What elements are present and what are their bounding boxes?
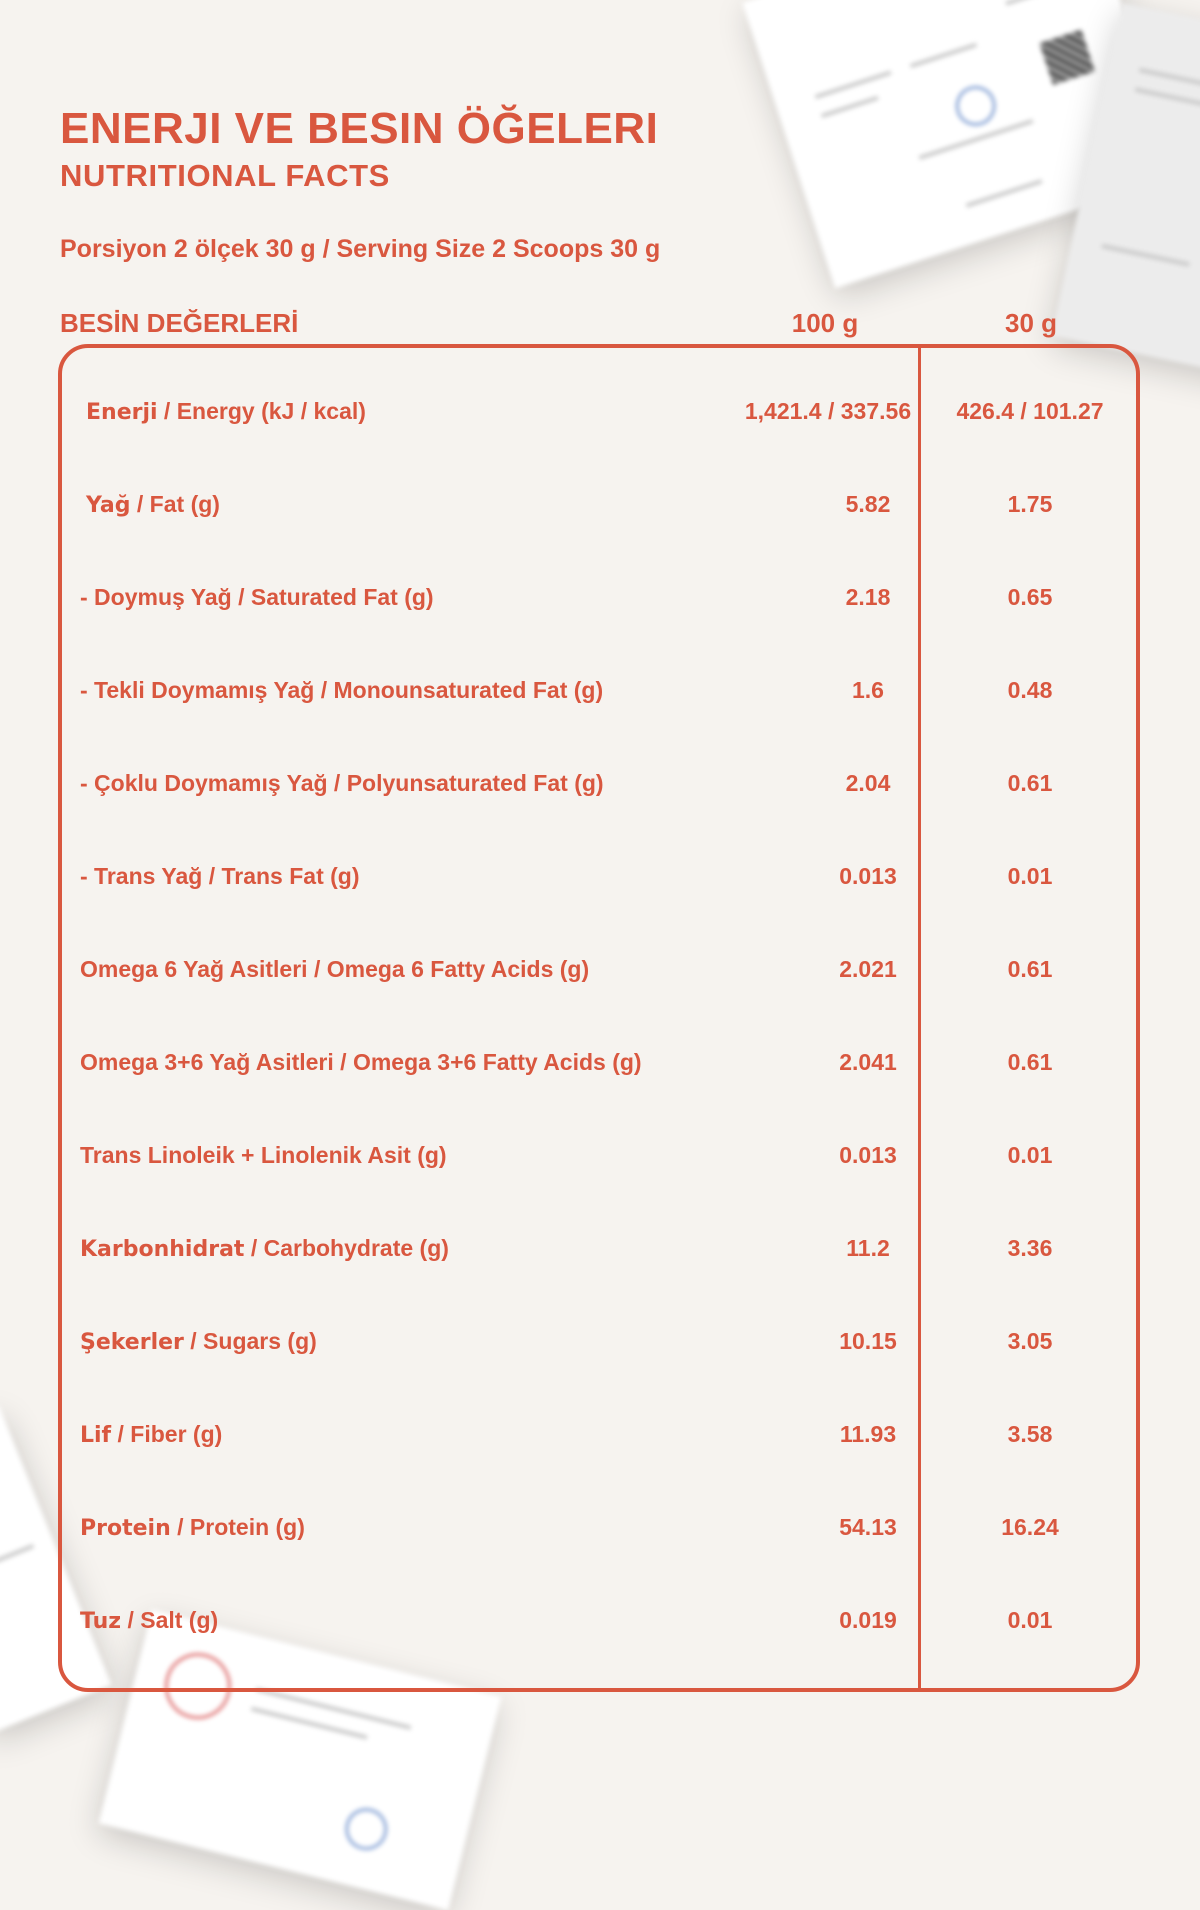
table-row	[58, 1481, 1140, 1574]
table-row	[58, 1202, 1140, 1295]
value-100g: 2.04	[845, 770, 891, 796]
table-row	[58, 1295, 1140, 1388]
column-header-30g: 30 g	[1004, 308, 1058, 338]
value-30g: 0.61	[1007, 1049, 1053, 1075]
table-row	[58, 458, 1140, 551]
row-label: Omega 3+6 Yağ Asitleri / Omega 3+6 Fatty Acids (g)	[80, 1049, 642, 1075]
value-30g: 426.4 / 101.27	[956, 398, 1104, 424]
row-label: Lif / Fiber (g)	[80, 1421, 223, 1448]
table-row	[58, 1388, 1140, 1481]
table-row	[58, 923, 1140, 1016]
table-row	[58, 1016, 1140, 1109]
value-30g: 3.05	[1007, 1328, 1053, 1354]
value-30g: 3.36	[1007, 1235, 1053, 1261]
row-label: - Trans Yağ / Trans Fat (g)	[80, 863, 360, 889]
value-100g: 1,421.4 / 337.56	[744, 398, 912, 424]
row-label: - Çoklu Doymamış Yağ / Polyunsaturated Fat (g)	[80, 770, 604, 796]
value-100g: 2.18	[845, 584, 891, 610]
column-header-100g: 100 g	[791, 308, 859, 338]
table-row	[58, 365, 1140, 458]
value-100g: 0.019	[839, 1607, 897, 1633]
value-100g: 0.013	[839, 1142, 897, 1168]
page-title: ENERJI VE BESIN ÖĞELERI	[60, 104, 659, 153]
value-100g: 11.93	[839, 1421, 897, 1447]
table-row	[58, 1574, 1140, 1667]
serving-size: Porsiyon 2 ölçek 30 g / Serving Size 2 Scoops 30 g	[60, 235, 661, 263]
value-100g: 2.041	[839, 1049, 897, 1075]
row-label: Karbonhidrat / Carbohydrate (g)	[80, 1235, 449, 1262]
page-subtitle: NUTRITIONAL FACTS	[60, 158, 390, 193]
value-100g: 11.2	[846, 1235, 890, 1261]
value-30g: 16.24	[1001, 1514, 1059, 1540]
value-30g: 3.58	[1007, 1421, 1053, 1447]
value-30g: 0.48	[1007, 677, 1053, 703]
value-30g: 0.01	[1007, 1142, 1053, 1168]
row-label: Protein / Protein (g)	[80, 1514, 305, 1541]
column-header-nutrients: BESİN DEĞERLERİ	[60, 308, 299, 338]
row-label: Trans Linoleik + Linolenik Asit (g)	[80, 1142, 447, 1168]
row-label: - Doymuş Yağ / Saturated Fat (g)	[80, 584, 434, 610]
table-row	[58, 737, 1140, 830]
table-row	[58, 644, 1140, 737]
value-30g: 0.65	[1007, 584, 1053, 610]
row-label: Enerji / Energy (kJ / kcal)	[86, 398, 366, 425]
row-label: Şekerler / Sugars (g)	[80, 1328, 317, 1355]
table-row	[58, 551, 1140, 644]
row-label: Omega 6 Yağ Asitleri / Omega 6 Fatty Acids (g)	[80, 956, 590, 982]
table-row	[58, 830, 1140, 923]
row-label: - Tekli Doymamış Yağ / Monounsaturated Fat (g)	[80, 677, 604, 703]
value-30g: 0.01	[1007, 863, 1053, 889]
value-30g: 0.01	[1007, 1607, 1053, 1633]
row-label: Tuz / Salt (g)	[80, 1607, 219, 1634]
value-30g: 0.61	[1007, 956, 1053, 982]
value-30g: 0.61	[1007, 770, 1053, 796]
value-100g: 0.013	[839, 863, 897, 889]
value-100g: 10.15	[839, 1328, 897, 1354]
row-label: Yağ / Fat (g)	[86, 491, 220, 518]
value-30g: 1.75	[1007, 491, 1053, 517]
table-row	[58, 1109, 1140, 1202]
value-100g: 2.021	[839, 956, 897, 982]
value-100g: 1.6	[852, 677, 884, 703]
value-100g: 54.13	[839, 1514, 897, 1540]
value-100g: 5.82	[845, 491, 891, 517]
